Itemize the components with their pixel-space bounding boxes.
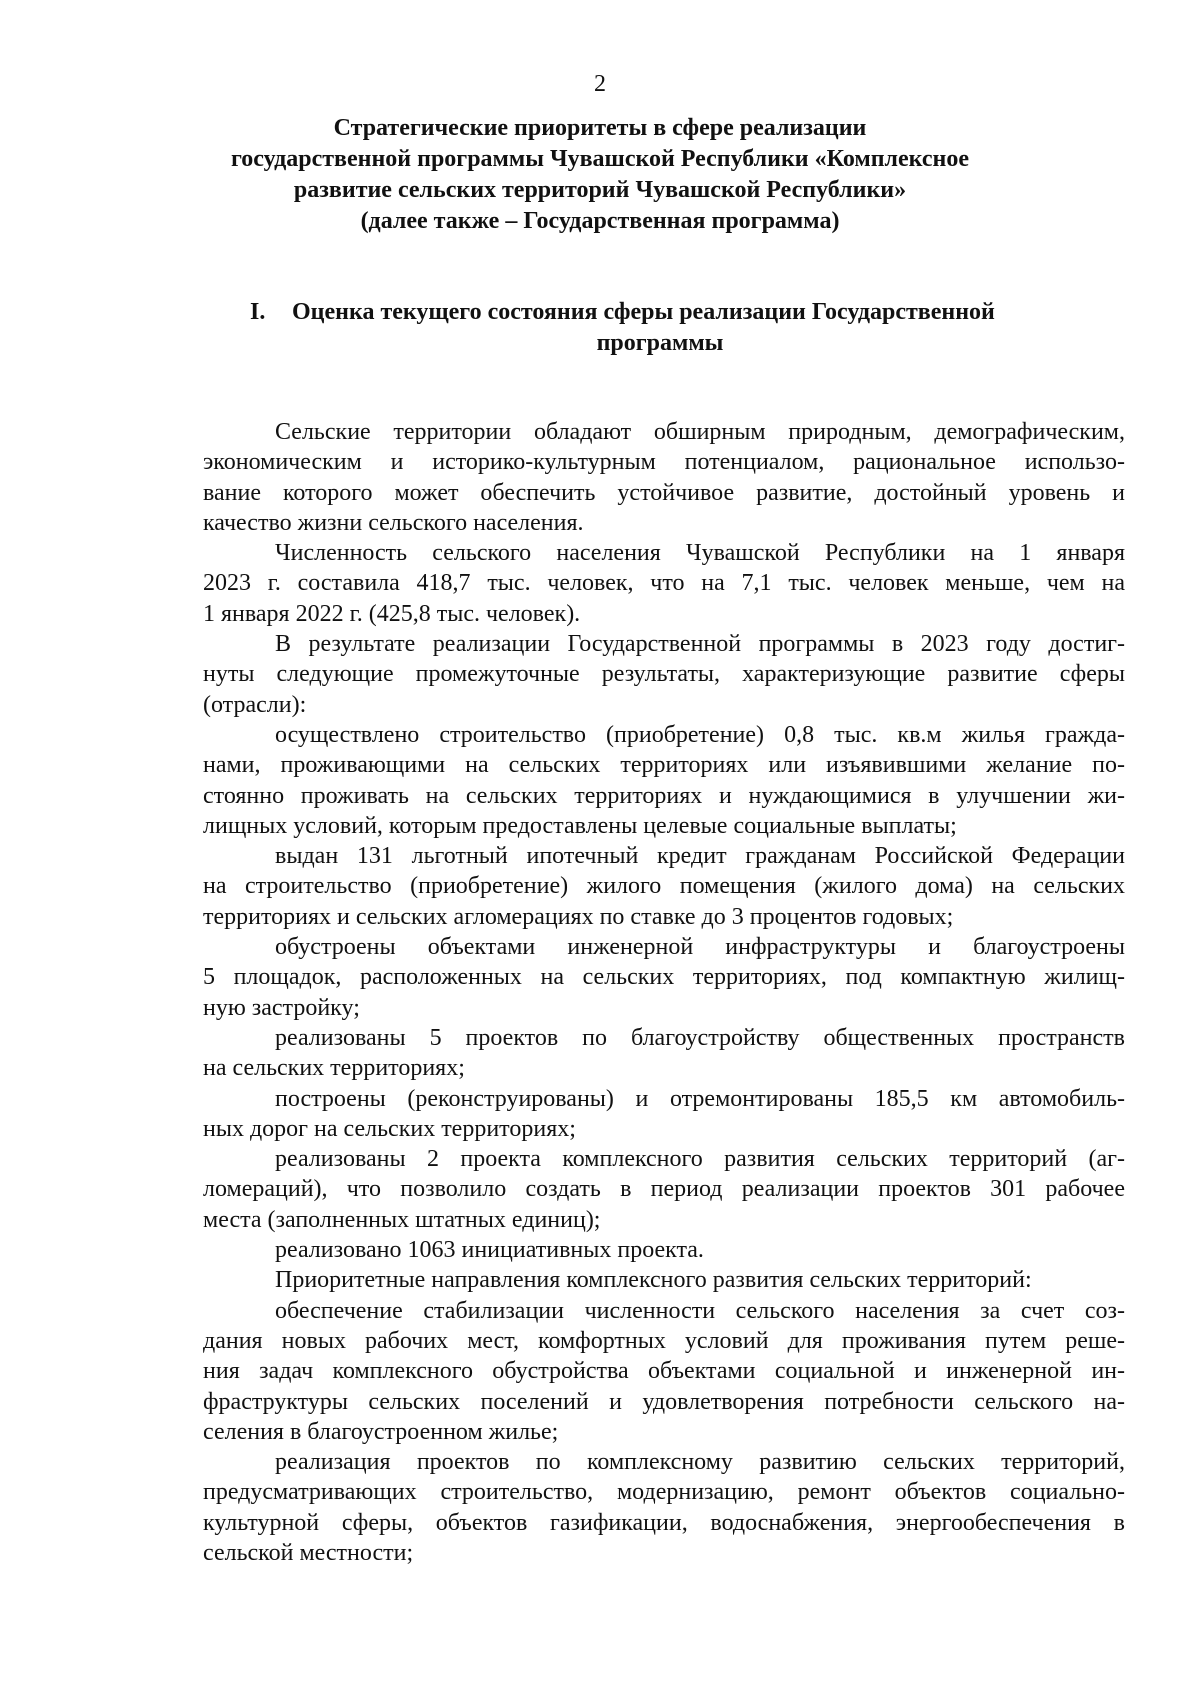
body-line: сельской местности; [203, 1539, 414, 1566]
body-line: обеспечение стабилизации численности сельского населения за счет соз- [275, 1297, 1125, 1324]
body-line: Приоритетные направления комплексного развития сельских территорий: [275, 1267, 1032, 1294]
body-line: фраструктуры сельских поселений и удовлетворения потребности сельского на- [203, 1388, 1125, 1415]
body-line: нуты следующие промежуточные результаты, характеризующие развитие сферы [203, 661, 1125, 688]
body-line: на строительство (приобретение) жилого помещения (жилого дома) на сельских [203, 873, 1125, 900]
body-line: Численность сельского населения Чувашской Республики на 1 января [275, 540, 1125, 567]
title-line: Стратегические приоритеты в сфере реализации [333, 115, 867, 141]
body-line: вание которого может обеспечить устойчивое развитие, достойный уровень и [203, 479, 1125, 506]
body-line: экономическим и историко-культурным потенциалом, рациональное использо- [203, 449, 1125, 476]
body-line: ния задач комплексного обустройства объектами социальной и инженерной ин- [203, 1358, 1125, 1385]
body-line: ломераций), что позволило создать в период реализации проектов 301 рабочее [203, 1176, 1125, 1203]
section-title-line: программы [596, 330, 724, 356]
body-line: осуществлено строительство (приобретение) 0,8 тыс. кв.м жилья гражда- [275, 721, 1125, 748]
body-line: территориях и сельских агломерациях по ставке до 3 процентов годовых; [203, 903, 954, 930]
body-line: на сельских территориях; [203, 1055, 465, 1082]
body-line: 1 января 2022 г. (425,8 тыс. человек). [203, 600, 581, 627]
body-line: места (заполненных штатных единиц); [203, 1206, 601, 1233]
body-text [203, 417, 1125, 1568]
body-line: предусматривающих строительство, модернизацию, ремонт объектов социально- [203, 1479, 1125, 1506]
body-line: стоянно проживать на сельских территориях и нуждающимися в улучшении жи- [203, 782, 1125, 809]
body-line: Сельские территории обладают обширным природным, демографическим, [275, 419, 1125, 445]
body-line: реализовано 1063 инициативных проекта. [275, 1237, 704, 1264]
body-line: реализованы 2 проекта комплексного развития сельских территорий (аг- [275, 1146, 1125, 1173]
body-line: ных дорог на сельских территориях; [203, 1115, 576, 1142]
body-line: дания новых рабочих мест, комфортных условий для проживания путем реше- [203, 1327, 1125, 1354]
body-line: 5 площадок, расположенных на сельских территориях, под компактную жилищ- [203, 964, 1125, 991]
body-line: построены (реконструированы) и отремонтированы 185,5 км автомобиль- [275, 1085, 1125, 1112]
section-number: I. [250, 299, 266, 325]
title-line: государственной программы Чувашской Республики «Комплексное [230, 146, 970, 172]
body-line: (отрасли): [203, 691, 307, 718]
title-line: (далее также – Государственная программа) [360, 208, 840, 234]
body-line: культурной сферы, объектов газификации, водоснабжения, энергообеспечения в [203, 1509, 1125, 1536]
body-line: лищных условий, которым предоставлены целевые социальные выплаты; [203, 812, 957, 839]
document-title [0, 113, 1200, 237]
body-line: реализация проектов по комплексному развитию сельских территорий, [275, 1449, 1125, 1476]
body-line: В результате реализации Государственной программы в 2023 году достиг- [275, 631, 1125, 658]
title-line: развитие сельских территорий Чувашской Республики» [293, 177, 907, 203]
section-heading [200, 297, 1080, 359]
body-line: реализованы 5 проектов по благоустройству общественных пространств [275, 1024, 1125, 1051]
page-number: 2 [594, 71, 606, 97]
body-line: 2023 г. составила 418,7 тыс. человек, что на 7,1 тыс. человек меньше, чем на [203, 570, 1125, 597]
body-line: качество жизни сельского населения. [203, 509, 584, 536]
body-line: выдан 131 льготный ипотечный кредит гражданам Российской Федерации [275, 843, 1125, 870]
body-line: селения в благоустроенном жилье; [203, 1418, 559, 1445]
section-title-line: Оценка текущего состояния сферы реализации Государственной [292, 299, 995, 325]
body-line: обустроены объектами инженерной инфраструктуры и благоустроены [275, 934, 1125, 961]
body-line: ную застройку; [203, 994, 360, 1021]
body-line: нами, проживающими на сельских территориях или изъявившими желание по- [203, 752, 1125, 779]
